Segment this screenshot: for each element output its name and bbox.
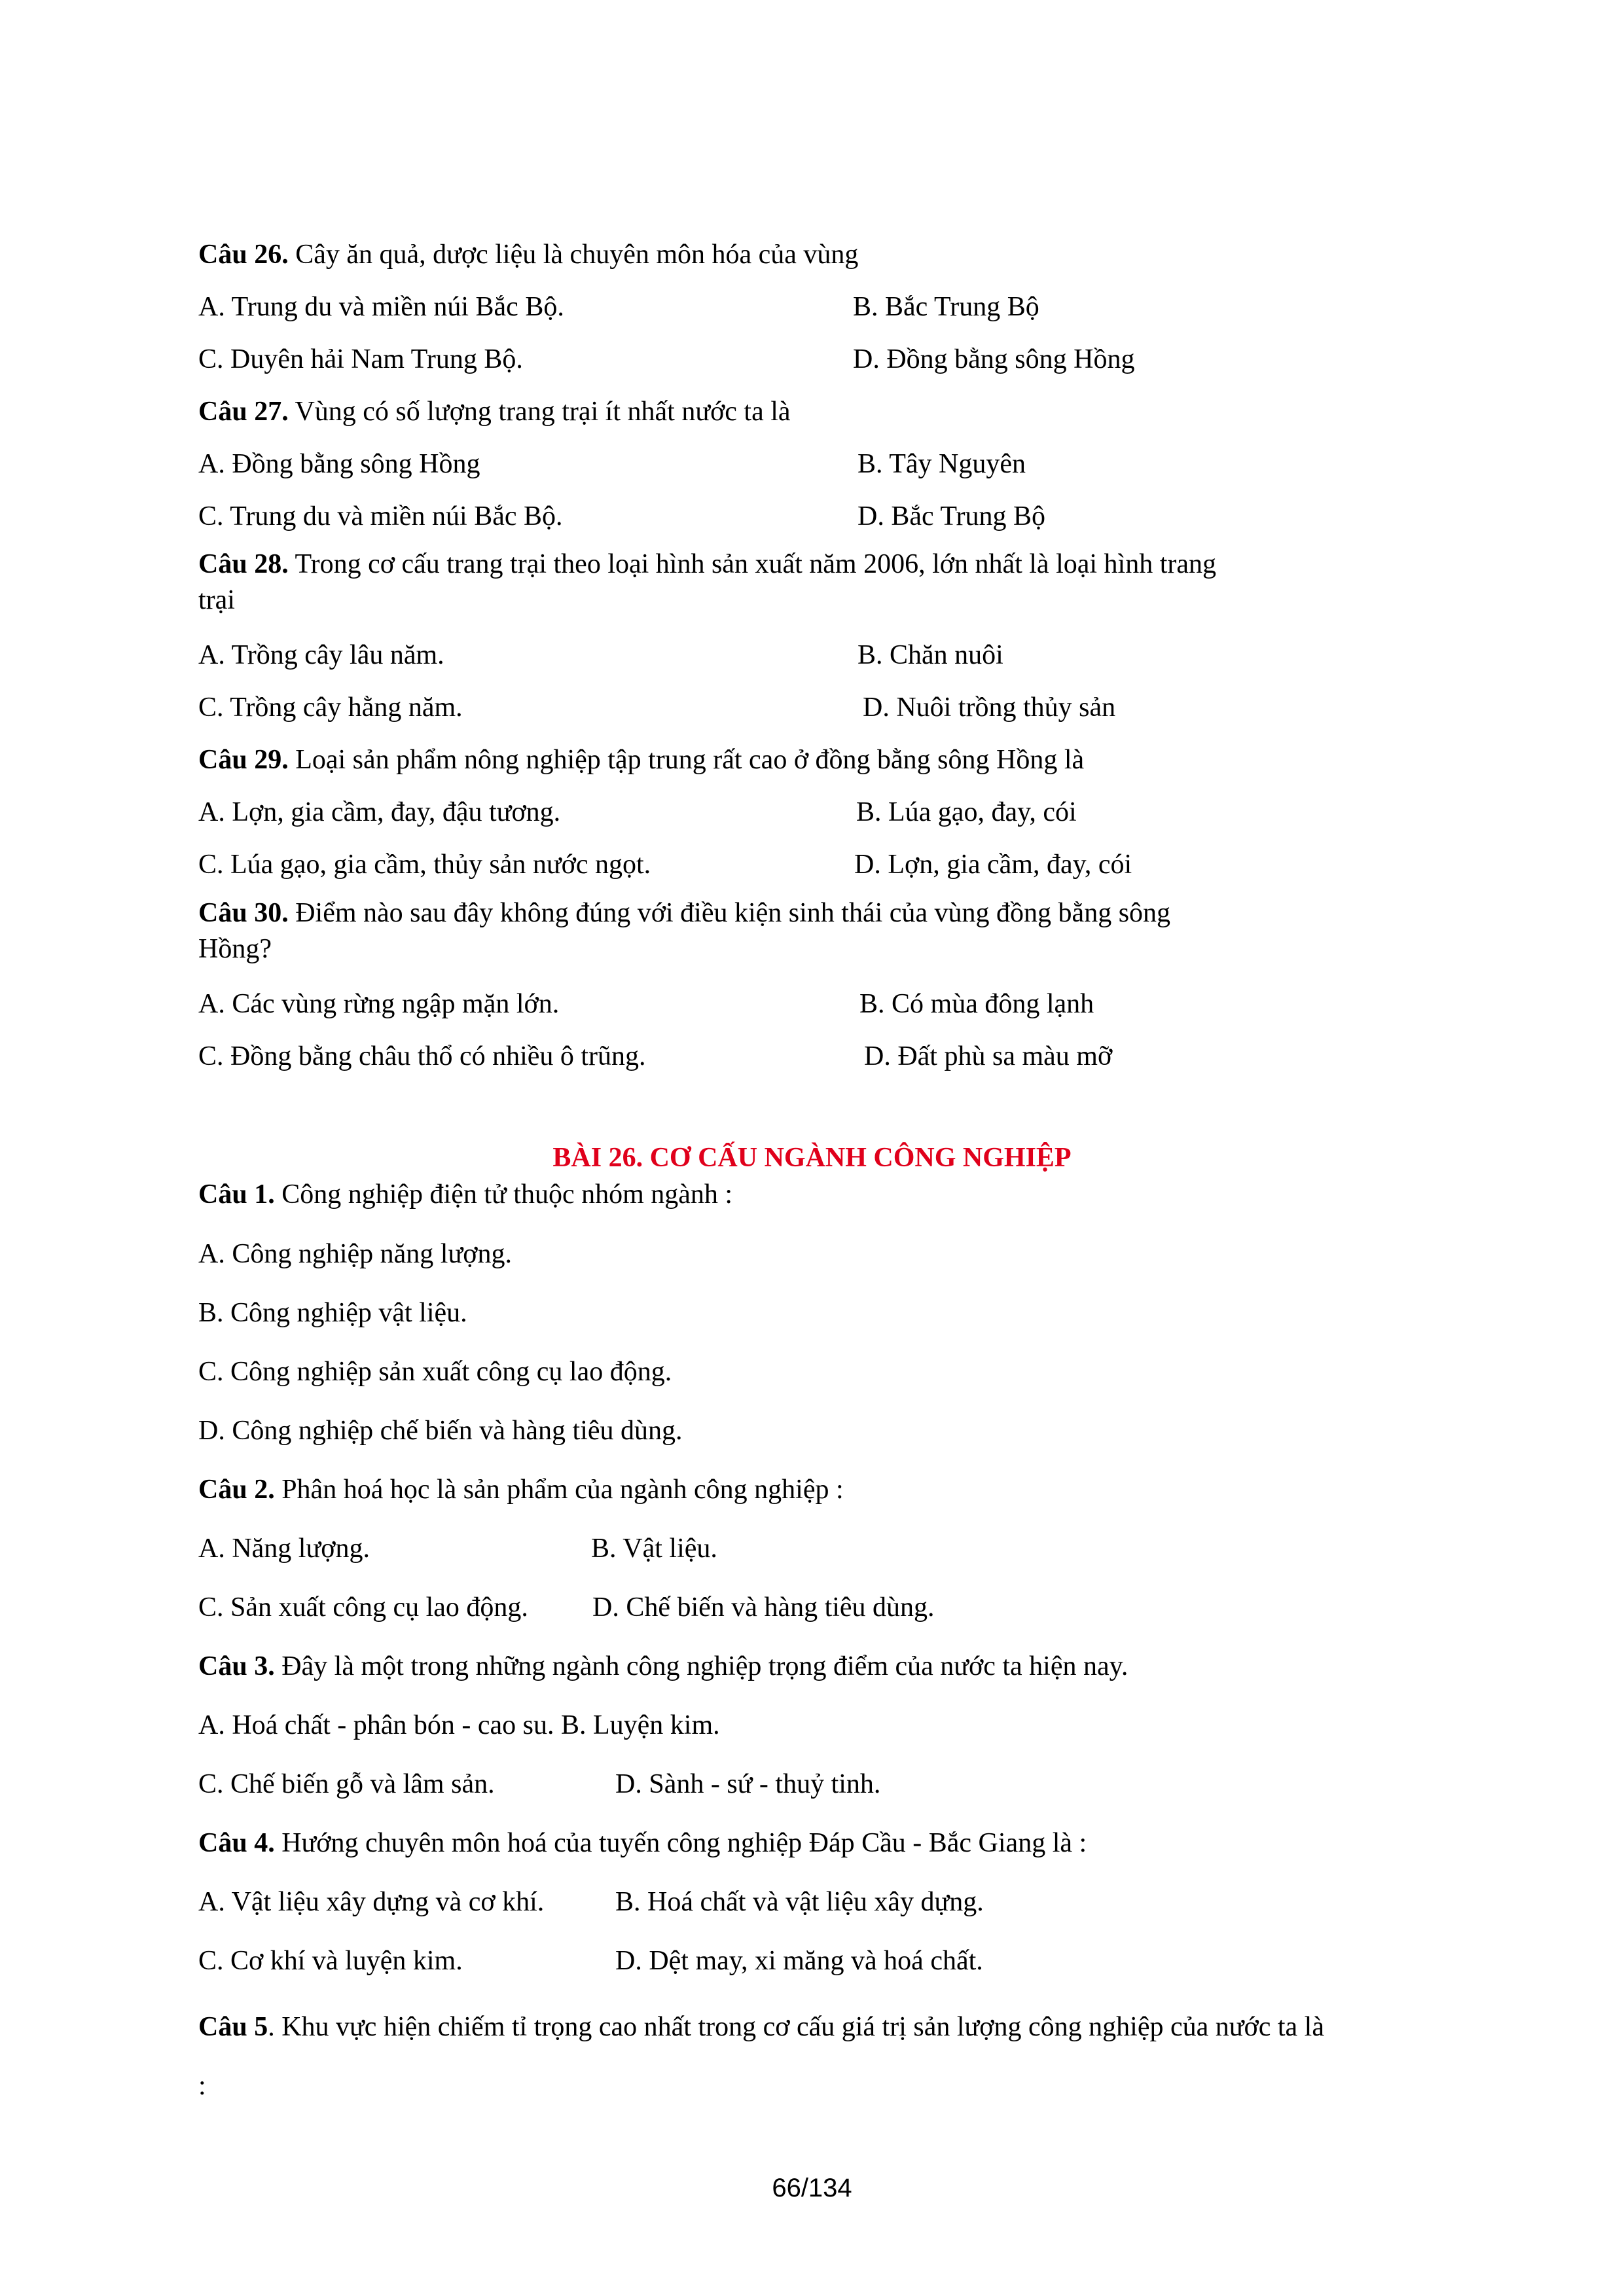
question-4 (198, 1829, 1087, 1857)
section-heading: BÀI 26. CƠ CẤU NGÀNH CÔNG NGHIỆP (552, 1143, 1072, 1173)
question-text: Phân hoá học là sản phẩm của ngành công nghiệp : (274, 1475, 844, 1505)
question-number: Câu 30. (198, 898, 289, 928)
option-c: C. Chế biến gỗ và lâm sản. (198, 1769, 495, 1799)
question-number: Câu 28. (198, 549, 289, 579)
question-3 (198, 1653, 1128, 1680)
question-text: Cây ăn quả, dược liệu là chuyên môn hóa của vùng (288, 240, 859, 270)
option-a: A. Trồng cây lâu năm. (198, 640, 444, 670)
option-c: C. Cơ khí và luyện kim. (198, 1946, 463, 1976)
option-d: D. Dệt may, xi măng và hoá chất. (615, 1946, 983, 1976)
question-text: Điểm nào sau đây không đúng với điều kiện sinh thái của vùng đồng bằng sông Hồng? (198, 898, 1171, 964)
option-a: A. Lợn, gia cầm, đay, đậu tương. (198, 797, 561, 827)
option-c: C. Duyên hải Nam Trung Bộ. (198, 344, 523, 374)
option-d: D. Lợn, gia cầm, đay, cói (854, 850, 1132, 880)
option-a: A. Công nghiệp năng lượng. (198, 1239, 512, 1269)
option-a: A. Trung du và miền núi Bắc Bộ. (198, 292, 564, 322)
option-b: B. Vật liệu. (591, 1534, 717, 1564)
option-b: B. Bắc Trung Bộ (853, 292, 1039, 322)
question-27 (198, 398, 791, 425)
question-number: Câu 3. (198, 1651, 275, 1681)
question-29 (198, 746, 1084, 774)
option-c: C. Sản xuất công cụ lao động. (198, 1592, 528, 1623)
option-b: B. Có mùa đông lạnh (859, 989, 1094, 1019)
option-d: D. Chế biến và hàng tiêu dùng. (592, 1592, 935, 1623)
question-5 (198, 1998, 1324, 2115)
option-c: C. Trồng cây hằng năm. (198, 692, 463, 723)
option-c: C. Đồng bằng châu thổ có nhiều ô trũng. (198, 1041, 646, 1071)
question-number: Câu 1. (198, 1179, 275, 1210)
page-number: 66/134 (772, 2174, 852, 2202)
question-number: Câu 29. (198, 745, 289, 775)
question-number: Câu 4. (198, 1828, 275, 1858)
option-a: A. Các vùng rừng ngập mặn lớn. (198, 989, 560, 1019)
question-number: Câu 5 (198, 2012, 268, 2042)
question-30 (198, 895, 1219, 967)
option-a: A. Vật liệu xây dựng và cơ khí. (198, 1887, 545, 1917)
option-b: B. Chăn nuôi (857, 640, 1003, 670)
question-number: Câu 2. (198, 1475, 275, 1505)
option-a: A. Đồng bằng sông Hồng (198, 449, 480, 479)
option-d: D. Nuôi trồng thủy sản (863, 692, 1116, 723)
option-a-b: A. Hoá chất - phân bón - cao su. B. Luyện kim. (198, 1710, 720, 1740)
question-number: Câu 26. (198, 240, 289, 270)
option-b: B. Tây Nguyên (857, 449, 1026, 479)
option-b: B. Hoá chất và vật liệu xây dựng. (615, 1887, 984, 1917)
question-text: Loại sản phẩm nông nghiệp tập trung rất cao ở đồng bằng sông Hồng là (288, 745, 1085, 775)
question-text: Đây là một trong những ngành công nghiệp trọng điểm của nước ta hiện nay. (274, 1651, 1128, 1681)
question-number: Câu 27. (198, 397, 289, 427)
option-b: B. Lúa gạo, đay, cói (856, 797, 1077, 827)
question-28 (198, 547, 1219, 619)
question-text: Hướng chuyên môn hoá của tuyến công nghiệp Đáp Cầu - Bắc Giang là : (274, 1828, 1087, 1858)
option-d: D. Bắc Trung Bộ (857, 501, 1046, 531)
question-text: Trong cơ cấu trang trại theo loại hình sản xuất năm 2006, lớn nhất là loại hình trang trại (198, 549, 1217, 615)
option-d: D. Đất phù sa màu mỡ (864, 1041, 1113, 1071)
option-d: D. Đồng bằng sông Hồng (853, 344, 1135, 374)
question-1 (198, 1181, 732, 1208)
option-c: C. Trung du và miền núi Bắc Bộ. (198, 501, 563, 531)
question-text: Vùng có số lượng trang trại ít nhất nước ta là (288, 397, 791, 427)
question-text: . Khu vực hiện chiếm tỉ trọng cao nhất trong cơ cấu giá trị sản lượng công nghiệp của nước ta là : (198, 2012, 1324, 2101)
question-text: Công nghiệp điện tử thuộc nhóm ngành : (274, 1179, 733, 1210)
option-b: B. Công nghiệp vật liệu. (198, 1298, 467, 1328)
question-26 (198, 241, 858, 268)
option-c: C. Công nghiệp sản xuất công cụ lao động. (198, 1357, 672, 1387)
option-c: C. Lúa gạo, gia cầm, thủy sản nước ngọt. (198, 850, 651, 880)
option-d: D. Công nghiệp chế biến và hàng tiêu dùng. (198, 1416, 683, 1446)
option-d: D. Sành - sứ - thuỷ tinh. (615, 1769, 881, 1799)
question-2 (198, 1476, 844, 1503)
option-a: A. Năng lượng. (198, 1534, 370, 1564)
